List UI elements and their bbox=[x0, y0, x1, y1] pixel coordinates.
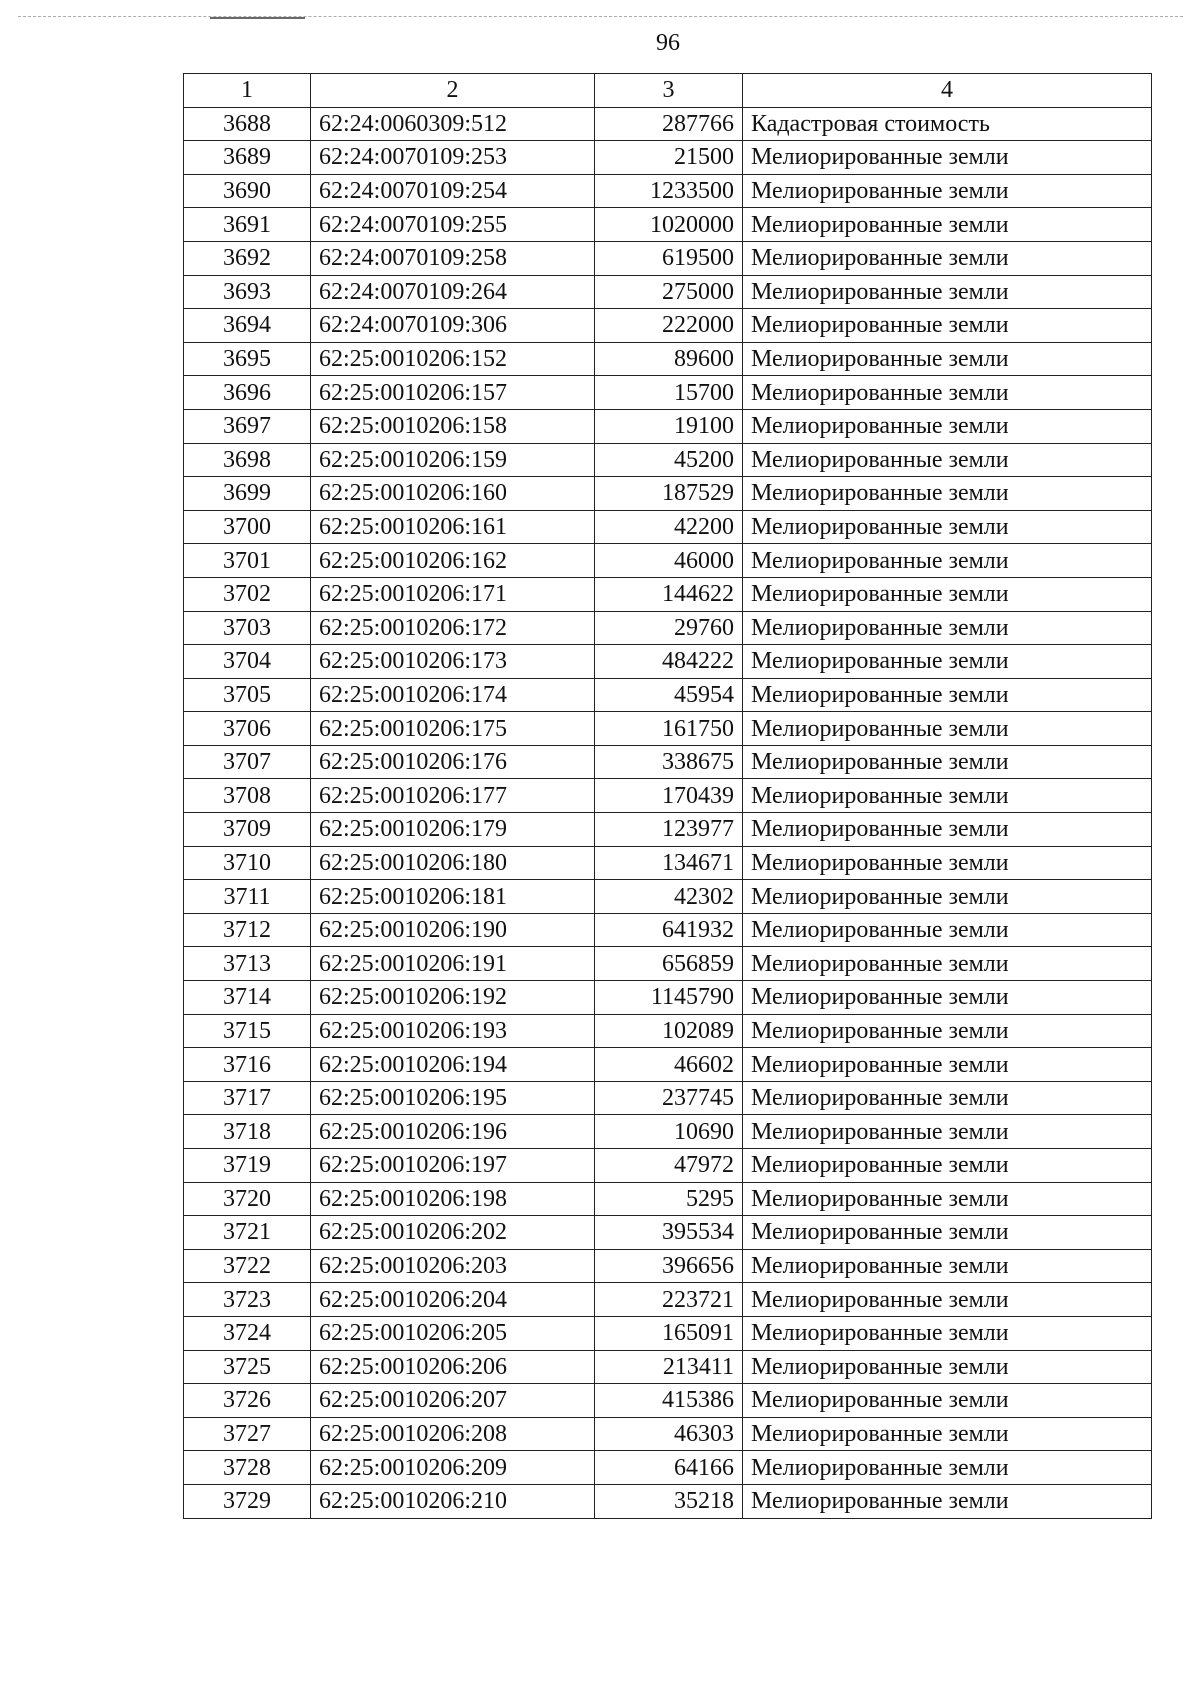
value-cell: 35218 bbox=[595, 1484, 743, 1518]
cadastral-number-cell: 62:25:0010206:160 bbox=[311, 477, 595, 511]
value-cell: 213411 bbox=[595, 1350, 743, 1384]
value-cell: 144622 bbox=[595, 577, 743, 611]
page-number: 96 bbox=[656, 30, 680, 56]
row-number-cell: 3727 bbox=[184, 1417, 311, 1451]
cadastral-number-cell: 62:25:0010206:207 bbox=[311, 1384, 595, 1418]
value-cell: 161750 bbox=[595, 712, 743, 746]
cadastral-number-cell: 62:25:0010206:176 bbox=[311, 745, 595, 779]
description-cell: Мелиорированные земли bbox=[743, 1417, 1152, 1451]
column-header-2: 2 bbox=[311, 74, 595, 108]
description-cell: Мелиорированные земли bbox=[743, 208, 1152, 242]
table-row bbox=[184, 1417, 1152, 1451]
value-cell: 46602 bbox=[595, 1048, 743, 1082]
table-row bbox=[184, 1316, 1152, 1350]
description-cell: Мелиорированные земли bbox=[743, 1283, 1152, 1317]
row-number-cell: 3693 bbox=[184, 275, 311, 309]
value-cell: 89600 bbox=[595, 342, 743, 376]
cadastral-number-cell: 62:25:0010206:191 bbox=[311, 947, 595, 981]
description-cell: Мелиорированные земли bbox=[743, 174, 1152, 208]
value-cell: 64166 bbox=[595, 1451, 743, 1485]
description-cell: Мелиорированные земли bbox=[743, 1014, 1152, 1048]
table-row bbox=[184, 1081, 1152, 1115]
row-number-cell: 3703 bbox=[184, 611, 311, 645]
table-row bbox=[184, 1249, 1152, 1283]
table-row bbox=[184, 1484, 1152, 1518]
row-number-cell: 3715 bbox=[184, 1014, 311, 1048]
description-cell: Мелиорированные земли bbox=[743, 1316, 1152, 1350]
row-number-cell: 3706 bbox=[184, 712, 311, 746]
value-cell: 1233500 bbox=[595, 174, 743, 208]
table-row bbox=[184, 477, 1152, 511]
value-cell: 395534 bbox=[595, 1216, 743, 1250]
value-cell: 45200 bbox=[595, 443, 743, 477]
row-number-cell: 3720 bbox=[184, 1182, 311, 1216]
description-cell: Мелиорированные земли bbox=[743, 913, 1152, 947]
value-cell: 19100 bbox=[595, 409, 743, 443]
table-row bbox=[184, 981, 1152, 1015]
cadastral-number-cell: 62:25:0010206:180 bbox=[311, 846, 595, 880]
table-row bbox=[184, 376, 1152, 410]
column-header-1: 1 bbox=[184, 74, 311, 108]
value-cell: 102089 bbox=[595, 1014, 743, 1048]
cadastral-number-cell: 62:25:0010206:194 bbox=[311, 1048, 595, 1082]
table-row bbox=[184, 779, 1152, 813]
table-row bbox=[184, 913, 1152, 947]
table-row bbox=[184, 1451, 1152, 1485]
description-cell: Кадастровая стоимость bbox=[743, 107, 1152, 141]
description-cell: Мелиорированные земли bbox=[743, 981, 1152, 1015]
value-cell: 15700 bbox=[595, 376, 743, 410]
table-row bbox=[184, 611, 1152, 645]
description-cell: Мелиорированные земли bbox=[743, 141, 1152, 175]
table-row bbox=[184, 1115, 1152, 1149]
row-number-cell: 3712 bbox=[184, 913, 311, 947]
cadastral-number-cell: 62:25:0010206:198 bbox=[311, 1182, 595, 1216]
table-row bbox=[184, 745, 1152, 779]
value-cell: 222000 bbox=[595, 309, 743, 343]
cadastral-number-cell: 62:25:0010206:162 bbox=[311, 544, 595, 578]
row-number-cell: 3723 bbox=[184, 1283, 311, 1317]
row-number-cell: 3708 bbox=[184, 779, 311, 813]
row-number-cell: 3729 bbox=[184, 1484, 311, 1518]
table-row bbox=[184, 107, 1152, 141]
row-number-cell: 3716 bbox=[184, 1048, 311, 1082]
row-number-cell: 3709 bbox=[184, 813, 311, 847]
registry-table bbox=[183, 73, 1152, 1519]
description-cell: Мелиорированные земли bbox=[743, 1149, 1152, 1183]
cadastral-number-cell: 62:25:0010206:192 bbox=[311, 981, 595, 1015]
row-number-cell: 3718 bbox=[184, 1115, 311, 1149]
row-number-cell: 3695 bbox=[184, 342, 311, 376]
value-cell: 641932 bbox=[595, 913, 743, 947]
table-row bbox=[184, 174, 1152, 208]
table-row bbox=[184, 1182, 1152, 1216]
cadastral-number-cell: 62:25:0010206:174 bbox=[311, 678, 595, 712]
value-cell: 338675 bbox=[595, 745, 743, 779]
row-number-cell: 3699 bbox=[184, 477, 311, 511]
scan-artifact-mark bbox=[210, 17, 305, 19]
description-cell: Мелиорированные земли bbox=[743, 813, 1152, 847]
value-cell: 619500 bbox=[595, 241, 743, 275]
table-row bbox=[184, 577, 1152, 611]
value-cell: 47972 bbox=[595, 1149, 743, 1183]
cadastral-number-cell: 62:25:0010206:195 bbox=[311, 1081, 595, 1115]
row-number-cell: 3713 bbox=[184, 947, 311, 981]
value-cell: 46303 bbox=[595, 1417, 743, 1451]
cadastral-number-cell: 62:25:0010206:190 bbox=[311, 913, 595, 947]
value-cell: 396656 bbox=[595, 1249, 743, 1283]
cadastral-number-cell: 62:24:0070109:253 bbox=[311, 141, 595, 175]
value-cell: 42200 bbox=[595, 510, 743, 544]
cadastral-number-cell: 62:25:0010206:208 bbox=[311, 1417, 595, 1451]
table-row bbox=[184, 342, 1152, 376]
description-cell: Мелиорированные земли bbox=[743, 1115, 1152, 1149]
row-number-cell: 3726 bbox=[184, 1384, 311, 1418]
cadastral-number-cell: 62:25:0010206:177 bbox=[311, 779, 595, 813]
description-cell: Мелиорированные земли bbox=[743, 376, 1152, 410]
table-row bbox=[184, 309, 1152, 343]
description-cell: Мелиорированные земли bbox=[743, 309, 1152, 343]
table-row bbox=[184, 813, 1152, 847]
value-cell: 123977 bbox=[595, 813, 743, 847]
column-header-4: 4 bbox=[743, 74, 1152, 108]
cadastral-number-cell: 62:25:0010206:193 bbox=[311, 1014, 595, 1048]
table-row bbox=[184, 880, 1152, 914]
row-number-cell: 3724 bbox=[184, 1316, 311, 1350]
table-row bbox=[184, 1048, 1152, 1082]
description-cell: Мелиорированные земли bbox=[743, 241, 1152, 275]
cadastral-number-cell: 62:25:0010206:197 bbox=[311, 1149, 595, 1183]
value-cell: 484222 bbox=[595, 645, 743, 679]
column-header-3: 3 bbox=[595, 74, 743, 108]
value-cell: 223721 bbox=[595, 1283, 743, 1317]
cadastral-number-cell: 62:24:0070109:254 bbox=[311, 174, 595, 208]
row-number-cell: 3689 bbox=[184, 141, 311, 175]
value-cell: 415386 bbox=[595, 1384, 743, 1418]
cadastral-number-cell: 62:25:0010206:158 bbox=[311, 409, 595, 443]
row-number-cell: 3719 bbox=[184, 1149, 311, 1183]
cadastral-number-cell: 62:25:0010206:205 bbox=[311, 1316, 595, 1350]
cadastral-number-cell: 62:25:0010206:206 bbox=[311, 1350, 595, 1384]
cadastral-number-cell: 62:25:0010206:209 bbox=[311, 1451, 595, 1485]
description-cell: Мелиорированные земли bbox=[743, 678, 1152, 712]
row-number-cell: 3698 bbox=[184, 443, 311, 477]
row-number-cell: 3692 bbox=[184, 241, 311, 275]
row-number-cell: 3701 bbox=[184, 544, 311, 578]
value-cell: 287766 bbox=[595, 107, 743, 141]
description-cell: Мелиорированные земли bbox=[743, 1384, 1152, 1418]
cadastral-number-cell: 62:25:0010206:157 bbox=[311, 376, 595, 410]
table-row bbox=[184, 241, 1152, 275]
value-cell: 170439 bbox=[595, 779, 743, 813]
row-number-cell: 3702 bbox=[184, 577, 311, 611]
description-cell: Мелиорированные земли bbox=[743, 409, 1152, 443]
cadastral-number-cell: 62:25:0010206:172 bbox=[311, 611, 595, 645]
table-header-row bbox=[184, 74, 1152, 108]
cadastral-number-cell: 62:25:0010206:173 bbox=[311, 645, 595, 679]
description-cell: Мелиорированные земли bbox=[743, 1048, 1152, 1082]
description-cell: Мелиорированные земли bbox=[743, 1081, 1152, 1115]
row-number-cell: 3711 bbox=[184, 880, 311, 914]
value-cell: 1145790 bbox=[595, 981, 743, 1015]
row-number-cell: 3690 bbox=[184, 174, 311, 208]
value-cell: 187529 bbox=[595, 477, 743, 511]
table-row bbox=[184, 275, 1152, 309]
value-cell: 29760 bbox=[595, 611, 743, 645]
value-cell: 46000 bbox=[595, 544, 743, 578]
row-number-cell: 3700 bbox=[184, 510, 311, 544]
description-cell: Мелиорированные земли bbox=[743, 1484, 1152, 1518]
cadastral-number-cell: 62:24:0070109:306 bbox=[311, 309, 595, 343]
cadastral-number-cell: 62:25:0010206:181 bbox=[311, 880, 595, 914]
value-cell: 656859 bbox=[595, 947, 743, 981]
row-number-cell: 3717 bbox=[184, 1081, 311, 1115]
description-cell: Мелиорированные земли bbox=[743, 1350, 1152, 1384]
description-cell: Мелиорированные земли bbox=[743, 645, 1152, 679]
description-cell: Мелиорированные земли bbox=[743, 1182, 1152, 1216]
description-cell: Мелиорированные земли bbox=[743, 544, 1152, 578]
cadastral-number-cell: 62:25:0010206:152 bbox=[311, 342, 595, 376]
scan-artifact-line bbox=[18, 16, 1183, 17]
description-cell: Мелиорированные земли bbox=[743, 1451, 1152, 1485]
table-row bbox=[184, 141, 1152, 175]
table-body bbox=[184, 107, 1152, 1518]
description-cell: Мелиорированные земли bbox=[743, 577, 1152, 611]
table-row bbox=[184, 947, 1152, 981]
row-number-cell: 3704 bbox=[184, 645, 311, 679]
table-row bbox=[184, 1350, 1152, 1384]
row-number-cell: 3710 bbox=[184, 846, 311, 880]
cadastral-number-cell: 62:24:0070109:258 bbox=[311, 241, 595, 275]
description-cell: Мелиорированные земли bbox=[743, 1249, 1152, 1283]
description-cell: Мелиорированные земли bbox=[743, 275, 1152, 309]
description-cell: Мелиорированные земли bbox=[743, 342, 1152, 376]
table-row bbox=[184, 510, 1152, 544]
value-cell: 1020000 bbox=[595, 208, 743, 242]
value-cell: 21500 bbox=[595, 141, 743, 175]
description-cell: Мелиорированные земли bbox=[743, 947, 1152, 981]
cadastral-number-cell: 62:25:0010206:203 bbox=[311, 1249, 595, 1283]
row-number-cell: 3722 bbox=[184, 1249, 311, 1283]
cadastral-number-cell: 62:25:0010206:204 bbox=[311, 1283, 595, 1317]
description-cell: Мелиорированные земли bbox=[743, 846, 1152, 880]
cadastral-number-cell: 62:25:0010206:210 bbox=[311, 1484, 595, 1518]
row-number-cell: 3721 bbox=[184, 1216, 311, 1250]
table-row bbox=[184, 1384, 1152, 1418]
cadastral-number-cell: 62:24:0070109:255 bbox=[311, 208, 595, 242]
table-row bbox=[184, 1216, 1152, 1250]
table-row bbox=[184, 712, 1152, 746]
value-cell: 165091 bbox=[595, 1316, 743, 1350]
row-number-cell: 3697 bbox=[184, 409, 311, 443]
table-row bbox=[184, 443, 1152, 477]
row-number-cell: 3725 bbox=[184, 1350, 311, 1384]
row-number-cell: 3688 bbox=[184, 107, 311, 141]
cadastral-number-cell: 62:24:0070109:264 bbox=[311, 275, 595, 309]
description-cell: Мелиорированные земли bbox=[743, 443, 1152, 477]
cadastral-number-cell: 62:25:0010206:175 bbox=[311, 712, 595, 746]
table-row bbox=[184, 409, 1152, 443]
table-row bbox=[184, 645, 1152, 679]
row-number-cell: 3705 bbox=[184, 678, 311, 712]
value-cell: 45954 bbox=[595, 678, 743, 712]
description-cell: Мелиорированные земли bbox=[743, 779, 1152, 813]
table-row bbox=[184, 208, 1152, 242]
description-cell: Мелиорированные земли bbox=[743, 1216, 1152, 1250]
description-cell: Мелиорированные земли bbox=[743, 510, 1152, 544]
row-number-cell: 3691 bbox=[184, 208, 311, 242]
description-cell: Мелиорированные земли bbox=[743, 712, 1152, 746]
value-cell: 42302 bbox=[595, 880, 743, 914]
value-cell: 10690 bbox=[595, 1115, 743, 1149]
cadastral-number-cell: 62:25:0010206:179 bbox=[311, 813, 595, 847]
value-cell: 275000 bbox=[595, 275, 743, 309]
table-row bbox=[184, 544, 1152, 578]
value-cell: 5295 bbox=[595, 1182, 743, 1216]
table-row bbox=[184, 1149, 1152, 1183]
row-number-cell: 3707 bbox=[184, 745, 311, 779]
row-number-cell: 3714 bbox=[184, 981, 311, 1015]
value-cell: 134671 bbox=[595, 846, 743, 880]
cadastral-number-cell: 62:25:0010206:171 bbox=[311, 577, 595, 611]
row-number-cell: 3728 bbox=[184, 1451, 311, 1485]
cadastral-number-cell: 62:24:0060309:512 bbox=[311, 107, 595, 141]
row-number-cell: 3696 bbox=[184, 376, 311, 410]
table-row bbox=[184, 1014, 1152, 1048]
table-row bbox=[184, 678, 1152, 712]
cadastral-number-cell: 62:25:0010206:159 bbox=[311, 443, 595, 477]
row-number-cell: 3694 bbox=[184, 309, 311, 343]
cadastral-number-cell: 62:25:0010206:161 bbox=[311, 510, 595, 544]
description-cell: Мелиорированные земли bbox=[743, 611, 1152, 645]
description-cell: Мелиорированные земли bbox=[743, 880, 1152, 914]
cadastral-number-cell: 62:25:0010206:202 bbox=[311, 1216, 595, 1250]
description-cell: Мелиорированные земли bbox=[743, 745, 1152, 779]
description-cell: Мелиорированные земли bbox=[743, 477, 1152, 511]
table-row bbox=[184, 1283, 1152, 1317]
cadastral-number-cell: 62:25:0010206:196 bbox=[311, 1115, 595, 1149]
value-cell: 237745 bbox=[595, 1081, 743, 1115]
table-row bbox=[184, 846, 1152, 880]
